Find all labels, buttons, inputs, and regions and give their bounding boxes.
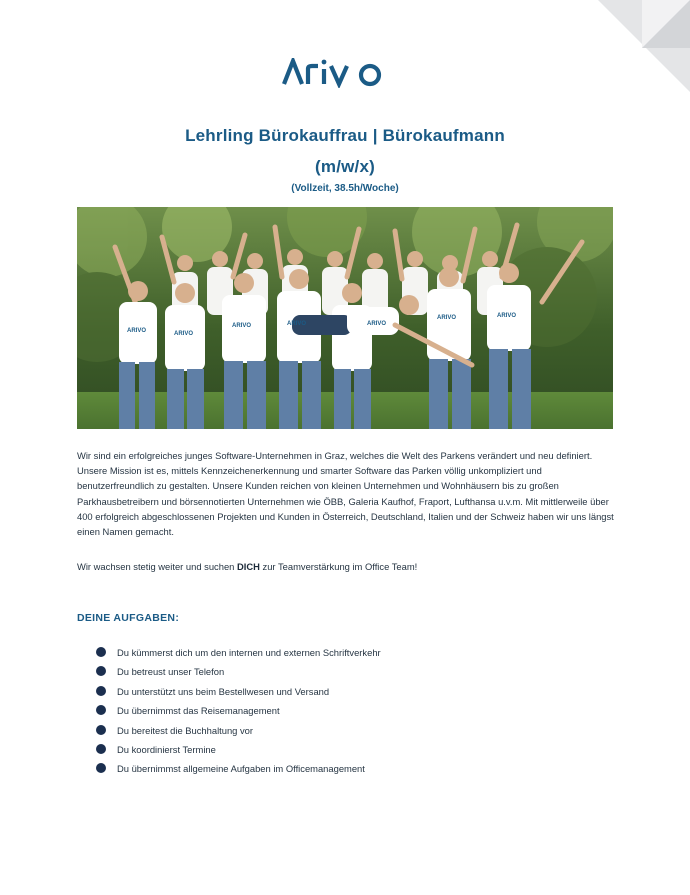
tasks-list xyxy=(96,643,381,779)
arivo-logo xyxy=(282,58,386,88)
svg-text:ARIVO: ARIVO xyxy=(127,328,147,334)
job-title-gender: (m/w/x) xyxy=(315,157,375,176)
list-item: Du bereitest die Buchhaltung vor xyxy=(96,721,381,740)
bullet-icon xyxy=(96,705,106,715)
svg-text:ARIVO: ARIVO xyxy=(367,321,387,327)
svg-text:ARIVO: ARIVO xyxy=(232,323,252,329)
svg-text:ARIVO: ARIVO xyxy=(497,313,517,319)
list-item: Du koordinierst Termine xyxy=(96,740,381,759)
job-title: Lehrling Bürokauffrau | Bürokaufmann xyxy=(185,126,505,145)
employment-type: (Vollzeit, 38.5h/Woche) xyxy=(291,183,399,194)
list-item: Du unterstützt uns beim Bestellwesen und Versand xyxy=(96,682,381,701)
bullet-icon xyxy=(96,744,106,754)
bullet-icon xyxy=(96,725,106,735)
svg-text:ARIVO: ARIVO xyxy=(174,331,194,337)
emphasis-dich: DICH xyxy=(236,561,260,572)
page-corner-decoration xyxy=(598,0,690,92)
bullet-icon xyxy=(96,763,106,773)
bullet-icon xyxy=(96,686,106,696)
team-call-to-action: Wir wachsen stetig weiter und suchen DICH zur Teamverstärkung im Office Team! xyxy=(77,561,418,572)
list-item: Du übernimmst allgemeine Aufgaben im Officemanagement xyxy=(96,759,381,778)
list-item: Du betreust unser Telefon xyxy=(96,662,381,681)
tasks-heading: DEINE AUFGABEN: xyxy=(77,612,180,624)
svg-text:ARIVO: ARIVO xyxy=(437,315,457,321)
team-photo xyxy=(77,207,613,429)
bullet-icon xyxy=(96,647,106,657)
svg-text:ARIVO: ARIVO xyxy=(287,321,307,327)
company-description: Wir sind ein erfolgreiches junges Software-Unternehmen in Graz, welches die Welt des Parkens verändert und neu definiert. Unsere Mission ist es, mittels Kennzeichenerkennung und smarter Software das Parken völlig unkompliziert und benutzerfreundlich zu gestalten. Unsere Kunden reichen von kleinen Unternehmen und Wohnhäusern bis zu großen Parkhausbetreibern und börsennotierten Unternehmen wie ÖBB, Galeria Kaufhof, Fraport, Lufthansa u.v.m. Mit mittlerweile über 400 erfolgreich abgeschlossenen Projekten und Kunden in Österreich, Deutschland, Italien und der Schweiz haben wir uns längst einen Namen gemacht. xyxy=(77,450,614,538)
list-item: Du kümmerst dich um den internen und externen Schriftverkehr xyxy=(96,643,381,662)
list-item: Du übernimmst das Reisemanagement xyxy=(96,701,381,720)
bullet-icon xyxy=(96,666,106,676)
